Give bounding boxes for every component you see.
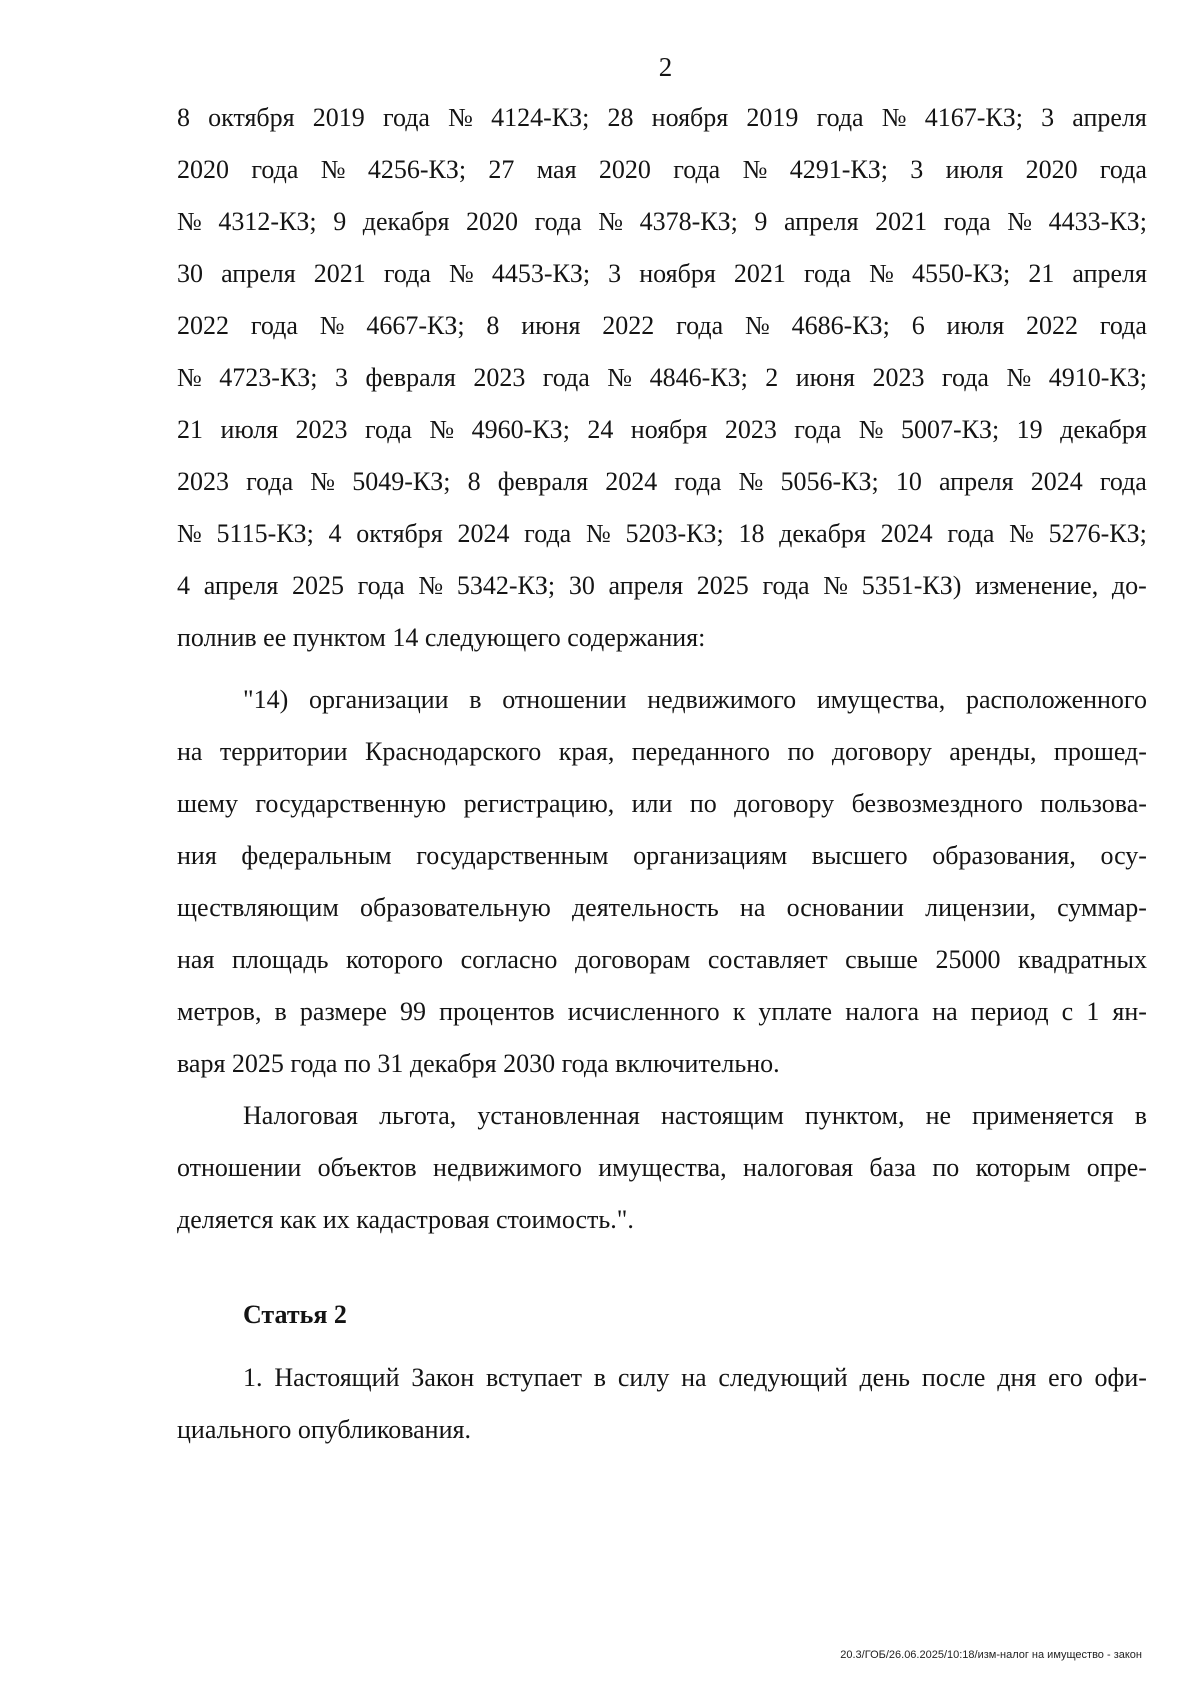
word: 2023	[724, 415, 777, 444]
word: 2019	[746, 103, 799, 132]
word: 21	[1028, 259, 1055, 288]
word: года	[382, 103, 430, 132]
word: года	[1099, 155, 1147, 184]
word: 5342-КЗ;	[456, 571, 556, 600]
word: 2020	[598, 155, 651, 184]
word: 2021	[313, 259, 366, 288]
word: 28	[607, 103, 634, 132]
word: года	[674, 467, 722, 496]
word: 2023	[177, 467, 229, 496]
word: 1	[1086, 997, 1100, 1026]
word: которым	[975, 1153, 1071, 1182]
word: декабря	[779, 519, 866, 548]
word: 2025	[696, 571, 749, 600]
word: свыше	[845, 945, 918, 974]
exemption-paragraph	[177, 1090, 1147, 1246]
word: 5276-КЗ;	[1048, 519, 1147, 548]
word: апреля	[608, 571, 684, 600]
word: 4433-КЗ;	[1048, 207, 1147, 236]
word: №	[177, 207, 202, 236]
word: процентов	[439, 997, 555, 1026]
paragraph-line	[177, 196, 1147, 248]
word: 2023	[295, 415, 348, 444]
word: 4167-КЗ;	[924, 103, 1023, 132]
paragraph-line	[177, 1142, 1147, 1194]
word: объектов	[317, 1153, 417, 1182]
word: года	[816, 103, 864, 132]
word: 2	[765, 363, 779, 392]
word: ная	[177, 945, 215, 974]
word: №	[319, 311, 345, 340]
paragraph-line	[177, 674, 1147, 726]
word: 30	[568, 571, 595, 600]
word: апреля	[1072, 259, 1147, 288]
word: день	[859, 1363, 910, 1392]
word: №	[585, 519, 611, 548]
word: июля	[945, 155, 1004, 184]
word: июля	[220, 415, 279, 444]
word: 4550-КЗ;	[912, 259, 1011, 288]
word: №	[607, 363, 633, 392]
word: размере	[299, 997, 387, 1026]
word: 5056-КЗ;	[780, 467, 879, 496]
word: ществляющим	[177, 893, 339, 922]
word: осу-	[1100, 841, 1147, 870]
word: ноября	[639, 259, 716, 288]
word: по	[689, 789, 717, 818]
word: образования,	[932, 841, 1076, 870]
word: декабря	[1060, 415, 1147, 444]
paragraph-line	[177, 726, 1147, 778]
word: 2023	[473, 363, 526, 392]
paragraph-line	[177, 1352, 1147, 1404]
paragraph-line	[177, 508, 1147, 560]
word: 21	[177, 415, 203, 444]
word: 4686-КЗ;	[791, 311, 890, 340]
word: 2025	[291, 571, 344, 600]
word: 4	[177, 571, 190, 600]
word: не	[925, 1101, 952, 1130]
word: в	[469, 685, 482, 714]
word: следующий	[718, 1363, 848, 1392]
word: 5049-КЗ;	[352, 467, 451, 496]
word: расположенного	[965, 685, 1147, 714]
word: 2023	[872, 363, 925, 392]
word: 2020	[1025, 155, 1078, 184]
word: льгота,	[379, 1101, 457, 1130]
word: 5351-КЗ)	[861, 571, 962, 600]
word: 5203-КЗ;	[625, 519, 724, 548]
word: или	[631, 789, 673, 818]
word: №	[742, 155, 768, 184]
word: 24	[587, 415, 614, 444]
word: 9	[333, 207, 347, 236]
page-number: 2	[658, 52, 673, 82]
word: лицензии,	[925, 893, 1036, 922]
word: площадь	[231, 945, 329, 974]
word: установленная	[477, 1101, 640, 1130]
word: в	[1134, 1101, 1147, 1130]
word: 5007-КЗ;	[900, 415, 1000, 444]
word: №	[1007, 207, 1033, 236]
word: 2022	[177, 311, 229, 340]
word: его	[1048, 1363, 1083, 1392]
word: года	[803, 259, 852, 288]
word: 3	[1041, 103, 1055, 132]
article-2-heading: Статья 2	[243, 1300, 347, 1329]
item-14-paragraph	[177, 674, 1147, 1090]
word: суммар-	[1057, 893, 1147, 922]
word: с	[1061, 997, 1074, 1026]
word: ноября	[630, 415, 708, 444]
word: на	[932, 997, 958, 1026]
word: в	[274, 997, 287, 1026]
paragraph-line: циального опубликования.	[177, 1415, 471, 1444]
paragraph-line	[177, 248, 1147, 300]
word: февраля	[497, 467, 589, 496]
word: 4846-КЗ;	[649, 363, 748, 392]
word: №	[320, 155, 346, 184]
word: договорам	[574, 945, 691, 974]
word: 4960-КЗ;	[471, 415, 570, 444]
word: деятельность	[571, 893, 719, 922]
word: Налоговая	[243, 1101, 358, 1130]
word: года	[251, 155, 299, 184]
word: федеральным	[241, 841, 392, 870]
word: ноября	[651, 103, 729, 132]
word: пунктом,	[804, 1101, 905, 1130]
paragraph-line	[177, 560, 1147, 612]
word: 18	[738, 519, 765, 548]
word: №	[869, 259, 894, 288]
word: мая	[536, 155, 577, 184]
word: Закон	[411, 1363, 475, 1392]
word: отношении	[502, 685, 627, 714]
word: №	[429, 415, 455, 444]
paragraph-line: варя 2025 года по 31 декабря 2030 года включительно.	[177, 1049, 780, 1078]
word: 2021	[875, 207, 928, 236]
word: 2022	[602, 311, 655, 340]
word: №	[598, 207, 624, 236]
word: 4723-КЗ;	[219, 363, 318, 392]
word: до-	[1111, 571, 1147, 600]
word: 4256-КЗ;	[367, 155, 467, 184]
word: которого	[346, 945, 444, 974]
word: 2020	[466, 207, 519, 236]
word: №	[448, 103, 473, 132]
word: договору	[831, 737, 932, 766]
word: №	[738, 467, 764, 496]
word: №	[1009, 519, 1034, 548]
word: апреля	[938, 467, 1014, 496]
word: года	[534, 207, 582, 236]
word: по	[932, 1153, 960, 1182]
word: 2021	[733, 259, 786, 288]
word: 4	[328, 519, 342, 548]
word: года	[383, 259, 431, 288]
word: на	[739, 893, 766, 922]
word: 2024	[605, 467, 658, 496]
word: на	[681, 1363, 707, 1392]
paragraph-line	[177, 934, 1147, 986]
word: года	[250, 311, 298, 340]
word: года	[676, 311, 724, 340]
word: №	[823, 571, 849, 600]
word: года	[1099, 467, 1147, 496]
word: ян-	[1112, 997, 1147, 1026]
word: 2024	[880, 519, 933, 548]
word: края,	[558, 737, 615, 766]
word: Настоящий	[274, 1363, 400, 1392]
word: октября	[356, 519, 443, 548]
word: 9	[754, 207, 768, 236]
word: исчисленного	[567, 997, 720, 1026]
word: после	[921, 1363, 986, 1392]
word: опре-	[1086, 1153, 1147, 1182]
word: года	[943, 207, 991, 236]
word: №	[177, 363, 202, 392]
word: к	[732, 997, 746, 1026]
word: ния	[177, 841, 217, 870]
word: безвозмездного	[851, 789, 1023, 818]
word: апреля	[1072, 103, 1147, 132]
word: изменение,	[975, 571, 1099, 600]
word: недвижимого	[433, 1153, 582, 1182]
word: силу	[617, 1363, 670, 1392]
word: года	[941, 363, 989, 392]
word: 4910-КЗ;	[1048, 363, 1147, 392]
amendment-list-paragraph	[177, 92, 1147, 664]
word: года	[794, 415, 842, 444]
word: 2019	[312, 103, 365, 132]
word: период	[970, 997, 1049, 1026]
word: 3	[608, 259, 622, 288]
word: октября	[208, 103, 295, 132]
paragraph-line	[177, 144, 1147, 196]
word: по	[787, 737, 815, 766]
word: организациям	[633, 841, 788, 870]
word: аренды,	[949, 737, 1037, 766]
word: организации	[308, 685, 449, 714]
paragraph-line	[177, 882, 1147, 934]
paragraph-line: полнив ее пунктом 14 следующего содержания:	[177, 623, 706, 652]
word: года	[947, 519, 995, 548]
word: апреля	[203, 571, 279, 600]
word: государственным	[416, 841, 609, 870]
word: высшего	[811, 841, 908, 870]
word: 27	[488, 155, 515, 184]
document-footer-code: 20.3/ГОБ/26.06.2025/10:18/изм-налог на имущество - закон	[840, 1649, 1142, 1661]
word: Краснодарского	[365, 737, 542, 766]
word: переданного	[631, 737, 771, 766]
paragraph-line	[177, 352, 1147, 404]
word: 4378-КЗ;	[639, 207, 738, 236]
word: 19	[1016, 415, 1043, 444]
word: июля	[946, 311, 1005, 340]
word: имущества,	[598, 1153, 727, 1182]
word: года	[762, 571, 810, 600]
word: года	[364, 415, 412, 444]
word: июня	[795, 363, 855, 392]
word: 4453-КЗ;	[491, 259, 591, 288]
word: 5115-КЗ;	[216, 519, 314, 548]
word: февраля	[365, 363, 456, 392]
word: 8	[486, 311, 500, 340]
word: отношении	[177, 1153, 302, 1182]
word: договору	[734, 789, 835, 818]
word: №	[858, 415, 884, 444]
word: дня	[997, 1363, 1037, 1392]
word: №	[448, 259, 474, 288]
word: 25000	[935, 945, 1001, 974]
word: апреля	[783, 207, 859, 236]
word: №	[418, 571, 444, 600]
paragraph-line	[177, 404, 1147, 456]
word: 2020	[177, 155, 229, 184]
word: прошед-	[1053, 737, 1147, 766]
word: 6	[911, 311, 925, 340]
word: составляет	[707, 945, 828, 974]
word: года	[357, 571, 405, 600]
word: офи-	[1094, 1363, 1147, 1392]
paragraph-line	[177, 92, 1147, 144]
word: налоговая	[743, 1153, 854, 1182]
word: июня	[521, 311, 581, 340]
word: года	[1099, 311, 1147, 340]
word: года	[246, 467, 294, 496]
word: №	[881, 103, 907, 132]
word: 8	[467, 467, 481, 496]
word: вступает	[485, 1363, 582, 1392]
paragraph-line	[177, 986, 1147, 1038]
word: настоящим	[660, 1101, 784, 1130]
word: база	[869, 1153, 917, 1182]
word: 1.	[243, 1363, 263, 1392]
word: 3	[910, 155, 924, 184]
word: имущества,	[816, 685, 946, 714]
paragraph-line	[177, 456, 1147, 508]
word: 99	[400, 997, 426, 1026]
word: регистрацию,	[463, 789, 615, 818]
word: уплате	[758, 997, 833, 1026]
word: согласно	[460, 945, 558, 974]
paragraph-line	[177, 830, 1147, 882]
word: основании	[786, 893, 904, 922]
word: применяется	[972, 1101, 1114, 1130]
word: апреля	[221, 259, 296, 288]
word: шему	[177, 789, 239, 818]
word: года	[542, 363, 590, 392]
word: территории	[219, 737, 348, 766]
word: №	[1006, 363, 1032, 392]
word: года	[673, 155, 721, 184]
word: 4667-КЗ;	[366, 311, 465, 340]
word: налога	[845, 997, 920, 1026]
paragraph-line: деляется как их кадастровая стоимость.".	[177, 1205, 634, 1234]
word: недвижимого	[647, 685, 797, 714]
word: №	[745, 311, 770, 340]
word: "14)	[243, 685, 289, 714]
article-2-paragraph	[177, 1352, 1147, 1456]
word: №	[177, 519, 202, 548]
word: пользова-	[1040, 789, 1147, 818]
word: №	[310, 467, 336, 496]
word: 2024	[457, 519, 510, 548]
word: 30	[177, 259, 203, 288]
word: 8	[177, 103, 190, 132]
word: декабря	[362, 207, 450, 236]
word: 3	[335, 363, 348, 392]
word: 10	[895, 467, 922, 496]
word: государственную	[255, 789, 447, 818]
word: 2022	[1026, 311, 1078, 340]
paragraph-line	[177, 1090, 1147, 1142]
word: 4312-КЗ;	[218, 207, 317, 236]
word: на	[177, 737, 203, 766]
word: 2024	[1030, 467, 1083, 496]
word: года	[524, 519, 572, 548]
word: метров,	[177, 997, 262, 1026]
paragraph-line	[177, 778, 1147, 830]
word: образовательную	[359, 893, 551, 922]
word: 4291-КЗ;	[789, 155, 888, 184]
word: 4124-КЗ;	[491, 103, 590, 132]
paragraph-line	[177, 300, 1147, 352]
word: квадратных	[1018, 945, 1147, 974]
word: в	[593, 1363, 607, 1392]
